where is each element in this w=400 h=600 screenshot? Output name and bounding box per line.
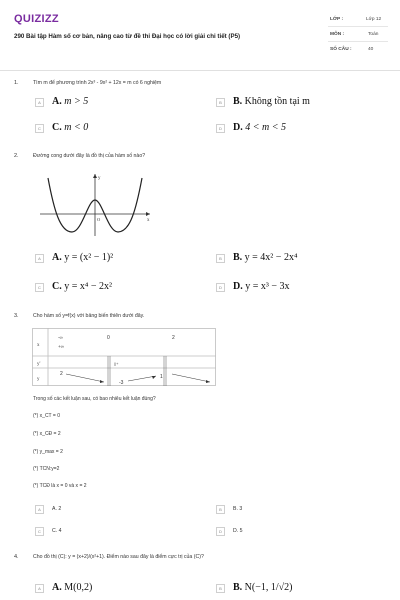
svg-text:-∞: -∞ [58,335,63,340]
svg-text:2: 2 [60,371,63,377]
option-a[interactable]: A. m > 5 [52,96,89,107]
svg-text:-3: -3 [119,380,124,386]
option-b[interactable]: B. N(−1, 1/√2) [233,582,293,593]
question-text: Cho hàm số y=f(x) với bảng biến thiên dưới đây. [33,313,145,319]
svg-text:x: x [147,218,150,223]
statement-item: (*) x_CĐ = 2 [33,431,61,437]
quizizz-logo: QUIZIZZ [14,13,59,25]
option-c-box[interactable]: C [35,527,44,536]
question-number: 2. [14,153,19,159]
question-number: 4. [14,554,19,560]
option-c-box[interactable]: C [35,283,44,292]
option-a-box[interactable]: A [35,98,44,107]
option-d-box[interactable]: D [216,124,225,133]
variation-table [32,328,216,386]
option-c[interactable]: C. y = x⁴ − 2x² [52,281,112,292]
option-b-box[interactable]: B [216,254,225,263]
meta-divider [328,41,388,42]
svg-text:||+: ||+ [114,361,119,366]
option-a-box[interactable]: A [35,505,44,514]
svg-text:x: x [37,343,40,348]
function-graph [36,170,154,240]
svg-text:1: 1 [160,374,163,380]
option-a[interactable]: A. M(0,2) [52,582,93,593]
question-number: 1. [14,80,19,86]
meta-class-value: Lớp 12 [366,17,382,22]
statement-item: (*) y_max = 2 [33,449,63,455]
option-d[interactable]: D. y = x³ − 3x [233,281,290,292]
meta-subject-label: MÔN : [330,32,345,37]
option-d-box[interactable]: D [216,527,225,536]
svg-text:+∞: +∞ [58,344,64,349]
option-c[interactable]: C. m < 0 [52,122,89,133]
option-b[interactable]: B. Không tồn tại m [233,96,310,107]
meta-count-value: 40 [368,47,374,52]
meta-class-label: LỚP : [330,17,344,22]
header-divider [0,70,400,71]
meta-divider [328,26,388,27]
option-c[interactable]: C. 4 [52,528,62,534]
option-b[interactable]: B. y = 4x² − 2x⁴ [233,252,298,263]
statement-item: (*) TCN:y=2 [33,466,60,472]
option-b-box[interactable]: B [216,98,225,107]
question-text: Đường cong dưới đây là đồ thị của hàm số nào? [33,153,146,159]
option-a[interactable]: A. 2 [52,506,62,512]
svg-text:O: O [97,217,101,222]
option-a[interactable]: A. y = (x² − 1)² [52,252,114,263]
meta-count-label: SỐ CÂU : [330,47,352,52]
option-a-box[interactable]: A [35,584,44,593]
option-d[interactable]: D. 4 < m < 5 [233,122,286,133]
question-number: 3. [14,313,19,319]
svg-text:y': y' [37,362,41,367]
option-b-box[interactable]: B [216,584,225,593]
svg-text:0: 0 [107,335,110,341]
option-b-box[interactable]: B [216,505,225,514]
question-text: Cho đồ thị (C): y = (x+2)/(x²+1). Điểm nào sau đây là điểm cực trị của (C)? [33,554,204,560]
statements-intro: Trong số các kết luận sau, có bao nhiêu kết luận đúng? [33,396,156,402]
option-b[interactable]: B. 3 [233,506,243,512]
meta-subject-value: Toán [368,32,379,37]
option-a-box[interactable]: A [35,254,44,263]
svg-text:y: y [37,377,40,382]
page-title: 290 Bài tập Hàm số cơ bản, nâng cao từ đề thi Đại học có lời giải chi tiết (P5) [14,33,241,40]
statement-item: (*) TCĐ là x = 0 và x = 2 [33,483,87,489]
statement-item: (*) x_CT = 0 [33,413,60,419]
option-d-box[interactable]: D [216,283,225,292]
svg-text:y: y [98,176,101,181]
question-text: Tìm m để phương trình 2x³ - 9x² + 12x = m có 6 nghiệm [33,80,162,86]
option-c-box[interactable]: C [35,124,44,133]
option-d[interactable]: D. 5 [233,528,243,534]
svg-text:2: 2 [172,335,175,341]
